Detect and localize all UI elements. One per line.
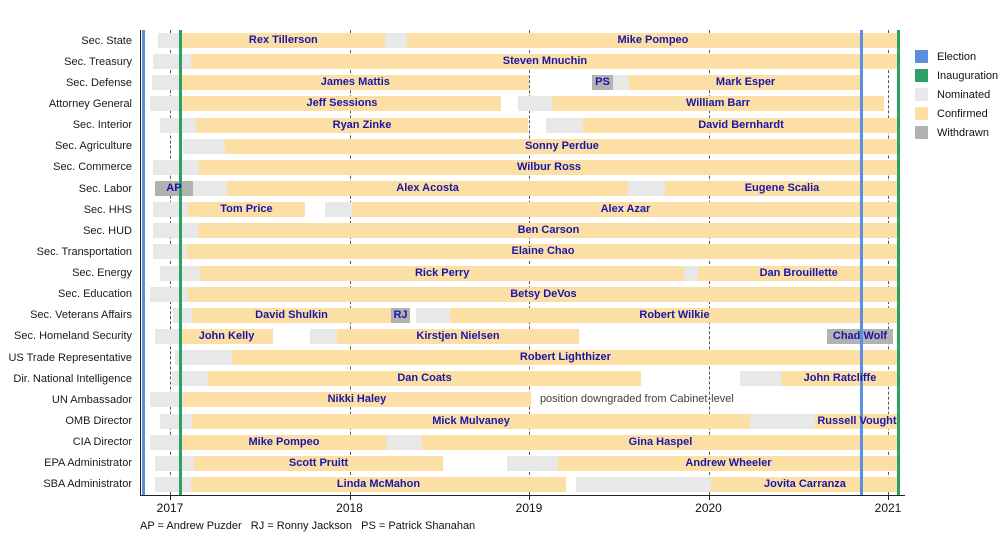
bar-label: Wilbur Ross bbox=[516, 160, 582, 173]
row-label: Sec. Labor bbox=[78, 182, 132, 195]
row-label: EPA Administrator bbox=[44, 457, 132, 470]
x-axis-tick bbox=[888, 496, 889, 500]
bar-label: Alex Acosta bbox=[396, 182, 459, 195]
x-axis-year-label: 2019 bbox=[515, 501, 543, 515]
row-label: Sec. Education bbox=[58, 288, 132, 301]
bar-label: Ben Carson bbox=[517, 224, 580, 237]
nominated-segment bbox=[310, 329, 337, 344]
nominated-segment bbox=[507, 456, 558, 471]
nominated-segment bbox=[153, 202, 188, 217]
note-text: position downgraded from Cabinet-level bbox=[539, 393, 734, 406]
row-label: Sec. Interior bbox=[72, 119, 132, 132]
nominated-segment bbox=[160, 414, 192, 429]
nominated-segment bbox=[158, 33, 181, 48]
x-axis-tick bbox=[529, 496, 530, 500]
nominated-segment bbox=[155, 456, 194, 471]
bar-label: Steven Mnuchin bbox=[502, 55, 588, 68]
bar-label: Rick Perry bbox=[414, 266, 470, 279]
legend-label: Election bbox=[937, 50, 977, 63]
legend-label: Withdrawn bbox=[937, 126, 989, 139]
nominated-segment bbox=[152, 75, 182, 90]
bar-label: Robert Wilkie bbox=[639, 308, 710, 321]
row-label: CIA Director bbox=[72, 436, 132, 449]
x-axis-tick bbox=[709, 496, 710, 500]
nominated-segment bbox=[173, 308, 192, 323]
legend-label: Inauguration bbox=[937, 69, 999, 82]
row-label: Sec. Energy bbox=[72, 267, 132, 280]
inauguration-legend-swatch bbox=[915, 69, 928, 82]
row-label: UN Ambassador bbox=[51, 393, 132, 406]
row-label: Sec. Defense bbox=[65, 76, 132, 89]
nominated-segment bbox=[183, 139, 225, 154]
bar-label: Jovita Carranza bbox=[764, 477, 846, 490]
legend-item bbox=[915, 88, 998, 101]
legend-item bbox=[915, 107, 998, 120]
bar-label: AP bbox=[166, 182, 182, 195]
nominated-segment bbox=[193, 181, 227, 196]
nominated-segment bbox=[385, 33, 407, 48]
legend-item bbox=[915, 50, 998, 63]
row-label: Sec. Transportation bbox=[36, 245, 132, 258]
row-label: Attorney General bbox=[48, 97, 132, 110]
nominated-legend-swatch bbox=[915, 88, 928, 101]
nominated-segment bbox=[546, 118, 583, 133]
nominated-segment bbox=[750, 414, 815, 429]
bar-label: Eugene Scalia bbox=[744, 182, 820, 195]
bar-label: John Kelly bbox=[198, 329, 255, 342]
election-legend-swatch bbox=[915, 50, 928, 63]
nominated-segment bbox=[740, 371, 781, 386]
nominated-segment bbox=[160, 118, 196, 133]
row-label: Sec. State bbox=[81, 34, 132, 47]
x-axis-tick bbox=[170, 496, 171, 500]
nominated-segment bbox=[153, 223, 198, 238]
inauguration-line bbox=[179, 30, 182, 495]
x-axis-year-label: 2018 bbox=[336, 501, 363, 515]
legend-label: Nominated bbox=[937, 88, 991, 101]
bar-label: RJ bbox=[393, 308, 408, 321]
bar-label: Nikki Haley bbox=[327, 393, 387, 406]
x-axis-line bbox=[140, 495, 905, 496]
bar-label: Scott Pruitt bbox=[288, 456, 349, 469]
row-label: Sec. Homeland Security bbox=[14, 330, 132, 343]
footnote: AP = Andrew Puzder RJ = Ronny Jackson PS = Patrick Shanahan bbox=[140, 520, 476, 532]
bar-label: Russell Vought bbox=[817, 414, 897, 427]
x-axis-year-label: 2017 bbox=[156, 501, 184, 515]
bar-label: Mike Pompeo bbox=[617, 34, 689, 47]
bar-label: Tom Price bbox=[220, 203, 273, 216]
bar-label: Mike Pompeo bbox=[248, 435, 320, 448]
x-axis-year-label: 2021 bbox=[874, 501, 902, 515]
nominated-segment bbox=[613, 75, 629, 90]
nominated-segment bbox=[150, 96, 183, 111]
confirmed-legend-swatch bbox=[915, 107, 928, 120]
bar-label: James Mattis bbox=[320, 76, 390, 89]
nominated-segment bbox=[153, 54, 191, 69]
bar-label: Mick Mulvaney bbox=[432, 414, 510, 427]
nominated-segment bbox=[150, 392, 183, 407]
nominated-segment bbox=[628, 181, 665, 196]
bar-label: Ryan Zinke bbox=[332, 118, 392, 131]
x-axis-tick bbox=[350, 496, 351, 500]
bar-label: Andrew Wheeler bbox=[685, 456, 772, 469]
row-label: US Trade Representative bbox=[8, 351, 132, 364]
nominated-segment bbox=[155, 477, 191, 492]
row-label: Sec. Commerce bbox=[53, 161, 132, 174]
bar-label: PS bbox=[595, 76, 610, 89]
bar-label: William Barr bbox=[685, 97, 751, 110]
bar-label: Gina Haspel bbox=[628, 435, 693, 448]
legend-item bbox=[915, 69, 998, 82]
bar-label: David Shulkin bbox=[255, 308, 328, 321]
bar-label: Chad Wolf bbox=[832, 329, 888, 342]
bar-label: Rex Tillerson bbox=[248, 34, 318, 47]
nominated-segment bbox=[416, 308, 450, 323]
legend-item bbox=[915, 126, 998, 139]
bar-label: Linda McMahon bbox=[336, 477, 421, 490]
bar-label: John Ratcliffe bbox=[803, 372, 877, 385]
nominated-segment bbox=[325, 202, 352, 217]
row-label: SBA Administrator bbox=[43, 478, 132, 491]
inauguration-line bbox=[897, 30, 900, 495]
nominated-segment bbox=[576, 477, 711, 492]
nominated-segment bbox=[155, 329, 180, 344]
row-label: Sec. HUD bbox=[83, 224, 132, 237]
bar-label: Robert Lighthizer bbox=[519, 351, 611, 364]
withdrawn-legend-swatch bbox=[915, 126, 928, 139]
bar-label: Kirstjen Nielsen bbox=[416, 329, 500, 342]
nominated-segment bbox=[172, 371, 208, 386]
row-label: Sec. Veterans Affairs bbox=[30, 309, 132, 322]
nominated-segment bbox=[150, 435, 181, 450]
bar-label: David Bernhardt bbox=[698, 118, 784, 131]
legend-label: Confirmed bbox=[937, 107, 988, 120]
bar-label: Betsy DeVos bbox=[510, 287, 577, 300]
bar-label: Elaine Chao bbox=[511, 245, 575, 258]
bar-label: Jeff Sessions bbox=[306, 97, 378, 110]
nominated-segment bbox=[153, 160, 199, 175]
nominated-segment bbox=[518, 96, 552, 111]
row-label: Sec. HHS bbox=[83, 203, 132, 216]
y-axis-line bbox=[140, 30, 141, 496]
nominated-segment bbox=[175, 350, 232, 365]
row-label: Sec. Agriculture bbox=[54, 140, 132, 153]
row-label: Sec. Treasury bbox=[64, 55, 132, 68]
legend bbox=[915, 50, 998, 145]
bar-label: Sonny Perdue bbox=[524, 139, 599, 152]
row-label: OMB Director bbox=[65, 415, 132, 428]
bar-label: Mark Esper bbox=[715, 76, 776, 89]
nominated-segment bbox=[684, 266, 698, 281]
x-axis-year-label: 2020 bbox=[695, 501, 722, 515]
bar-label: Dan Brouillette bbox=[759, 266, 838, 279]
row-label: Dir. National Intelligence bbox=[13, 372, 132, 385]
bar-label: Alex Azar bbox=[600, 203, 651, 216]
election-line bbox=[142, 30, 145, 495]
nominated-segment bbox=[387, 435, 422, 450]
bar-label: Dan Coats bbox=[397, 372, 452, 385]
